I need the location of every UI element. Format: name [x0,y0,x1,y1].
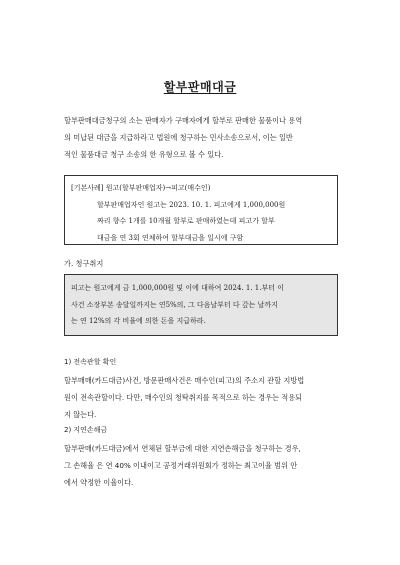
late-charge-line: 할부판매(카드대금)에서 연체된 할부금에 대한 지연손해금을 청구하는 경우, [64,444,301,453]
jurisdiction-line: 할부매매(카드대금)사건, 방문판매사건은 매수인(피고)의 주소지 관할 지방법 [64,376,305,385]
claim-line: 사건 소장부본 송달일까지는 연5%의, 그 다음날부터 다 갚는 날까지 [71,300,278,309]
subheading-jurisdiction: 1) 전속관할 확인 [64,358,117,366]
intro-paragraph [64,112,340,163]
late-charge-line: 에서 약정한 이율이다. [64,478,134,487]
intro-line: 의 미납된 대금을 지급하라고 법원에 청구하는 민사소송으로서, 이는 일반 [64,133,293,142]
section-heading-claim: 가. 청구취지 [64,259,104,268]
intro-line: 적인 물품대금 청구 소송의 한 유형으로 볼 수 있다. [64,150,224,159]
example-case-box [64,175,338,245]
intro-line: 할부판매대금청구의 소는 판매자가 구매자에게 할부로 판매한 물품이나 용역 [64,116,303,125]
claim-line: 는 연 12%의 각 비율에 의한 돈을 지급하라. [71,317,206,325]
jurisdiction-line: 지 않는다. [64,410,97,419]
subheading-late-charge: 2) 지연손해금 [64,426,108,434]
jurisdiction-line: 원이 전속관할이다. 다만, 매수인의 청탁취지를 목적으로 하는 경우는 적용되 [64,393,303,402]
page-title: 할부판매대금 [163,80,237,94]
jurisdiction-paragraph [64,372,340,423]
example-case-line: 대금을 연 3회 연체하여 할부대금을 일시에 구함 [97,233,244,242]
example-case-line: 짜리 향수 1개를 10개월 할부로 판매하였는데 피고가 할부 [97,217,275,225]
example-case-line: 할부판매업자인 원고는 2023. 10. 1. 피고에게 1,000,000원 [97,200,286,209]
claim-line: 피고는 원고에게 금 1,000,000원 및 이에 대하여 2024. 1. 1.부터 이 [71,284,284,292]
late-charge-paragraph [64,440,340,491]
claim-statement-box [64,274,338,336]
example-case-label: [기본사례] 원고(할부판매업자)→피고(매수인) [71,184,211,192]
late-charge-line: 그 손해율 은 연 40% 이내이고 공정거래위원회가 정하는 최고이율 범위 안 [64,461,298,470]
